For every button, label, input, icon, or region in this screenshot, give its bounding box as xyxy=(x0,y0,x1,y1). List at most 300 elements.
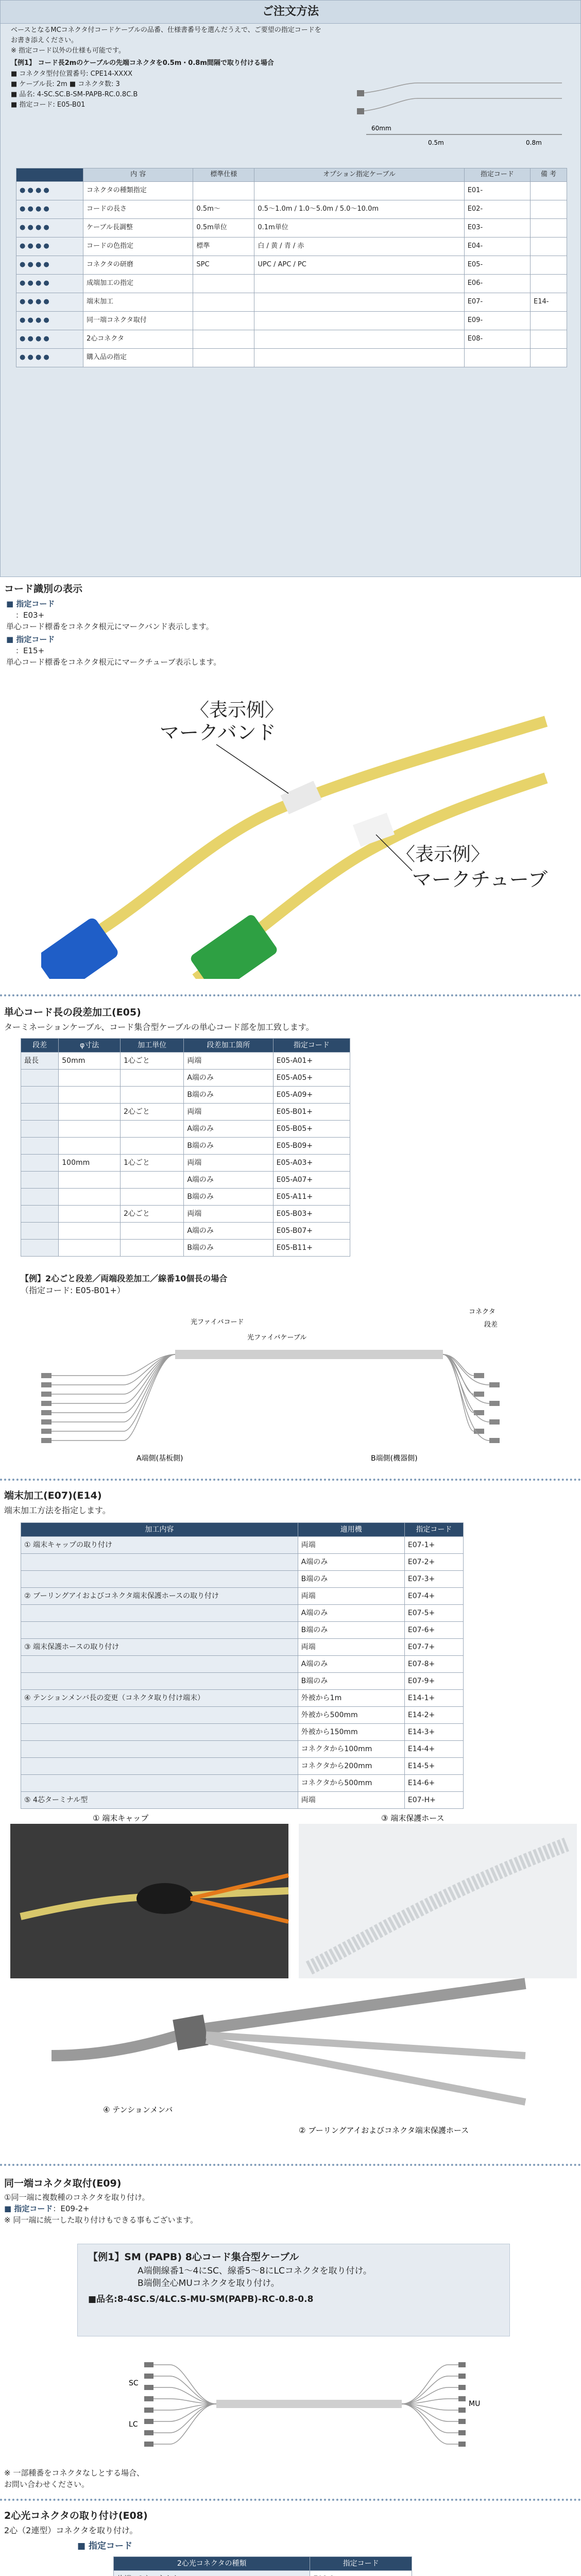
header-matrix xyxy=(16,168,83,182)
e05-example xyxy=(21,1273,227,1296)
connector xyxy=(144,2396,153,2401)
cord-photo xyxy=(41,690,556,979)
table-cell: A端のみ xyxy=(184,1121,273,1138)
photo-label: マークバンド xyxy=(160,721,276,744)
table-cell xyxy=(310,2571,412,2576)
table-row xyxy=(21,1656,464,1673)
table-header: 2心光コネクタの種類 xyxy=(114,2557,310,2571)
table-row xyxy=(16,200,567,218)
table-cell: 両端 xyxy=(298,1588,404,1605)
matrix-cell: ● ● ● ● xyxy=(16,200,83,218)
table-cell: E07-2+ xyxy=(404,1554,463,1571)
table-cell xyxy=(21,1189,59,1206)
cable-body xyxy=(175,1350,443,1359)
e05-desc: ターミネーションケーブル、コード集合型ケーブルの単心コード部を加工致します。 xyxy=(4,1022,314,1032)
e05-heading: 単心コード長の段差加工(E05) xyxy=(4,1007,141,1018)
table-cell: コネクタから100mm xyxy=(298,1741,404,1758)
table-cell: 外被から150mm xyxy=(298,1724,404,1741)
table-cell: 0.1m単位 xyxy=(254,218,464,237)
table-cell xyxy=(21,1758,298,1775)
connector xyxy=(41,1429,52,1434)
connector xyxy=(41,1410,52,1415)
connector xyxy=(41,1419,52,1425)
table-row xyxy=(21,1775,464,1792)
code2-value: ：E15+ xyxy=(15,646,45,655)
note-line: ■ ケーブル長: 2m ■ コネクタ数: 3 xyxy=(11,80,120,88)
table-cell: 2心コネクタ xyxy=(83,330,193,348)
e07-table xyxy=(21,1522,464,1809)
table-row xyxy=(16,237,567,256)
table-cell xyxy=(21,1605,298,1622)
table-header: 段差加工箇所 xyxy=(184,1039,273,1053)
fiber-b xyxy=(443,1354,474,1431)
table-row xyxy=(16,348,567,367)
diagram-label: 段差 xyxy=(484,1321,498,1329)
note-line: ■ コネクタ型付位置番号: CPE14-XXXX xyxy=(11,70,133,78)
cord-display-heading: コード識別の表示 xyxy=(4,583,83,595)
table-cell: E07-3+ xyxy=(404,1571,463,1588)
table-cell xyxy=(59,1087,121,1104)
connector xyxy=(144,2408,153,2413)
table-cell: ④ テンションメンバ長の変更（コネクタ取り付け端末） xyxy=(21,1690,298,1707)
table-cell xyxy=(21,1172,59,1189)
table-row xyxy=(21,1639,464,1656)
table-cell xyxy=(59,1223,121,1240)
table-cell: 2心ごと xyxy=(121,1206,184,1223)
table-cell: コネクタの種類指定 xyxy=(83,181,193,200)
table-cell xyxy=(21,1223,59,1240)
dim-label: 0.5m xyxy=(428,139,444,146)
example-line: B端側全心MUコネクタを取り付け。 xyxy=(138,2278,280,2289)
table-cell xyxy=(21,1775,298,1792)
table-row xyxy=(21,1673,464,1690)
table-cell: E05-A01+ xyxy=(273,1053,350,1070)
connector xyxy=(458,2430,466,2435)
table-cell: ③ 端末保護ホースの取り付け xyxy=(21,1639,298,1656)
e09-example-box xyxy=(77,2244,510,2336)
e07-heading: 端末加工(E07)(E14) xyxy=(4,1490,102,1501)
table-cell xyxy=(21,1240,59,1257)
table-cell: E14-2+ xyxy=(404,1707,463,1724)
code1-block xyxy=(6,599,221,668)
table-cell xyxy=(59,1240,121,1257)
table-cell: コネクタの研磨 xyxy=(83,256,193,274)
connector xyxy=(489,1438,500,1443)
table-cell: 両端 xyxy=(184,1053,273,1070)
table-header: 指定コード xyxy=(464,168,530,182)
connector xyxy=(458,2362,466,2367)
table-cell: 外被から1m xyxy=(298,1690,404,1707)
table-cell xyxy=(254,330,464,348)
table-row xyxy=(16,218,567,237)
e09-diagram xyxy=(124,2349,494,2458)
table-cell: A端のみ xyxy=(184,1223,273,1240)
table-cell xyxy=(114,2571,310,2576)
table-cell xyxy=(121,1240,184,1257)
connector xyxy=(458,2408,466,2413)
table-cell: A端のみ xyxy=(184,1172,273,1189)
table-header: φ寸法 xyxy=(59,1039,121,1053)
table-row xyxy=(21,1104,350,1121)
table-row xyxy=(16,256,567,274)
table-row xyxy=(21,1690,464,1707)
table-cell xyxy=(59,1121,121,1138)
table-cell: コードの長さ xyxy=(83,200,193,218)
table-cell: E14-5+ xyxy=(404,1758,463,1775)
matrix-cell: ● ● ● ● xyxy=(16,218,83,237)
table-cell xyxy=(531,237,567,256)
table-cell xyxy=(21,1121,59,1138)
table-cell: 同一端コネクタ取付 xyxy=(83,311,193,330)
table-cell xyxy=(193,181,254,200)
connector xyxy=(458,2419,466,2424)
connector xyxy=(41,1382,52,1387)
table-header: 指定コード xyxy=(273,1039,350,1053)
table-cell: E06- xyxy=(464,274,530,293)
table-header: 指定コード xyxy=(310,2557,412,2571)
table-cell: E07-4+ xyxy=(404,1588,463,1605)
table-cell: 両端 xyxy=(298,1537,404,1554)
table-cell: E05- xyxy=(464,256,530,274)
table-row xyxy=(21,1605,464,1622)
diagram-label: A端側(基板側) xyxy=(136,1454,183,1463)
example-title: 【例1】SM (PAPB) 8心コード集合型ケーブル xyxy=(88,2251,299,2263)
table-cell: 0.5m〜 xyxy=(193,200,254,218)
fiber-a xyxy=(52,1354,175,1376)
e08-table xyxy=(113,2556,412,2576)
e09-footer xyxy=(4,2468,144,2490)
table-row xyxy=(16,293,567,311)
table-cell xyxy=(193,348,254,367)
table-header: 適用機 xyxy=(298,1523,404,1537)
note-line: 【例1】 コード長2mのケーブルの先端コネクタを0.5m・0.8m間隔で取り付ける場合 xyxy=(11,59,274,67)
e08-code-label: ■ 指定コード xyxy=(77,2541,132,2551)
code1-value: ：E03+ xyxy=(15,610,45,620)
dim-label: 60mm xyxy=(371,125,391,132)
table-header: 指定コード xyxy=(404,1523,463,1537)
diagram-label: コネクタ xyxy=(469,1308,495,1316)
table-cell: B端のみ xyxy=(298,1673,404,1690)
e07-desc: 端末加工方法を指定します。 xyxy=(4,1505,111,1515)
connector xyxy=(474,1429,484,1434)
table-cell: E07-5+ xyxy=(404,1605,463,1622)
table-cell: E07-8+ xyxy=(404,1656,463,1673)
connector xyxy=(458,2396,466,2401)
order-cable-diagram xyxy=(356,62,567,155)
table-cell xyxy=(21,1571,298,1588)
table-row xyxy=(21,1622,464,1639)
table-row xyxy=(21,1138,350,1155)
table-cell xyxy=(59,1206,121,1223)
table-cell xyxy=(254,348,464,367)
table-row xyxy=(21,1240,350,1257)
connector xyxy=(144,2385,153,2390)
table-cell xyxy=(21,1155,59,1172)
table-cell xyxy=(21,1087,59,1104)
table-row xyxy=(114,2571,412,2576)
table-cell: 両端 xyxy=(184,1104,273,1121)
table-row xyxy=(21,1070,350,1087)
table-cell: 100mm xyxy=(59,1155,121,1172)
matrix-cell: ● ● ● ● xyxy=(16,311,83,330)
table-cell xyxy=(59,1070,121,1087)
table-header: 加工単位 xyxy=(121,1039,184,1053)
table-row xyxy=(21,1724,464,1741)
footer-line: ※ 一部種番をコネクタなしとする場合、 xyxy=(4,2468,145,2478)
table-cell: E05-B09+ xyxy=(273,1138,350,1155)
table-cell: E05-B11+ xyxy=(273,1240,350,1257)
matrix-cell: ● ● ● ● xyxy=(16,256,83,274)
table-cell: E04- xyxy=(464,237,530,256)
table-cell: A端のみ xyxy=(298,1554,404,1571)
e09-heading: 同一端コネクタ取付(E09) xyxy=(4,2178,122,2189)
matrix-cell: ● ● ● ● xyxy=(16,293,83,311)
table-cell xyxy=(193,274,254,293)
fiber-a xyxy=(52,1354,175,1385)
order-panel xyxy=(0,0,581,577)
table-cell: 1心ごと xyxy=(121,1053,184,1070)
table-cell xyxy=(21,1741,298,1758)
table-cell xyxy=(531,348,567,367)
e05-table xyxy=(21,1038,350,1257)
table-cell: 50mm xyxy=(59,1053,121,1070)
table-header: 段差 xyxy=(21,1039,59,1053)
table-cell xyxy=(121,1087,184,1104)
table-cell: B端のみ xyxy=(184,1138,273,1155)
table-row xyxy=(21,1588,464,1605)
table-cell: E05-A03+ xyxy=(273,1155,350,1172)
connector xyxy=(474,1373,484,1378)
table-cell xyxy=(59,1172,121,1189)
note-line: ■ 指定コード: E05-B01 xyxy=(11,100,86,109)
e05-diagram xyxy=(21,1303,556,1468)
table-cell: 成端加工の指定 xyxy=(83,274,193,293)
table-cell: コネクタから200mm xyxy=(298,1758,404,1775)
fiber-a xyxy=(52,1354,175,1413)
table-cell: 1心ごと xyxy=(121,1155,184,1172)
diagram-label: LC xyxy=(129,2420,138,2429)
table-row xyxy=(21,1741,464,1758)
connector xyxy=(144,2442,153,2447)
table-row xyxy=(21,1087,350,1104)
table-cell xyxy=(121,1172,184,1189)
matrix-cell: ● ● ● ● xyxy=(16,348,83,367)
table-cell: SPC xyxy=(193,256,254,274)
matrix-cell: ● ● ● ● xyxy=(16,274,83,293)
table-cell: E14-6+ xyxy=(404,1775,463,1792)
e08-desc: 2心（2連型）コネクタを取り付け。 xyxy=(4,2526,138,2535)
table-row xyxy=(21,1758,464,1775)
divider xyxy=(0,2164,581,2166)
table-cell: 購入品の指定 xyxy=(83,348,193,367)
table-cell: B端のみ xyxy=(184,1087,273,1104)
table-cell xyxy=(21,1656,298,1673)
table-cell xyxy=(531,330,567,348)
table-cell xyxy=(21,1138,59,1155)
table-row xyxy=(16,181,567,200)
table-header: 備 考 xyxy=(531,168,567,182)
note-line: ■ 品名: 4-SC.SC.B-SM-PAPB-RC.0.8C.B xyxy=(11,90,138,98)
table-cell xyxy=(121,1189,184,1206)
diagram-label: 光ファイバケーブル xyxy=(247,1334,307,1342)
connector xyxy=(144,2362,153,2367)
example-sub: （指定コード: E05-B01+） xyxy=(21,1285,125,1296)
table-cell: B端のみ xyxy=(298,1622,404,1639)
table-cell: 0.5〜1.0m / 1.0〜5.0m / 5.0〜10.0m xyxy=(254,200,464,218)
table-cell: 両端 xyxy=(184,1206,273,1223)
table-cell xyxy=(21,1070,59,1087)
table-cell: E05-A11+ xyxy=(273,1189,350,1206)
table-cell: E01- xyxy=(464,181,530,200)
table-cell xyxy=(531,218,567,237)
divider xyxy=(0,994,581,996)
table-cell xyxy=(254,274,464,293)
table-cell: 白 / 黄 / 青 / 赤 xyxy=(254,237,464,256)
table-row xyxy=(21,1206,350,1223)
table-cell: E02- xyxy=(464,200,530,218)
matrix-cell: ● ● ● ● xyxy=(16,237,83,256)
connector xyxy=(41,1401,52,1406)
table-row xyxy=(16,330,567,348)
table-cell xyxy=(254,293,464,311)
connector xyxy=(144,2374,153,2379)
table-cell xyxy=(21,1622,298,1639)
photo-label: 〈表示例〉 xyxy=(191,700,284,721)
table-cell: E05-B03+ xyxy=(273,1206,350,1223)
footer-line: お問い合わせください。 xyxy=(4,2479,90,2489)
fiber-a xyxy=(52,1354,175,1440)
table-cell: A端のみ xyxy=(184,1070,273,1087)
example-line: A端側線番1〜4にSC、線番5〜8にLCコネクタを取り付け。 xyxy=(138,2265,372,2276)
table-cell: ② ブーリングアイおよびコネクタ端末保護ホースの取り付け xyxy=(21,1588,298,1605)
table-cell: コードの色指定 xyxy=(83,237,193,256)
fiber-a xyxy=(52,1354,175,1394)
connector xyxy=(474,1392,484,1397)
table-cell: 両端 xyxy=(298,1792,404,1809)
photo-label: 〈表示例〉 xyxy=(397,844,490,865)
table-cell: E08- xyxy=(464,330,530,348)
table-cell: 標準 xyxy=(193,237,254,256)
connector xyxy=(458,2385,466,2390)
example-name: ■品名:8-4SC.S/4LC.S-MU-SM(PAPB)-RC-0.8-0.8 xyxy=(88,2294,314,2304)
diagram-label: B端側(機器側) xyxy=(371,1454,418,1463)
table-cell: B端のみ xyxy=(184,1240,273,1257)
table-cell: E07-1+ xyxy=(404,1537,463,1554)
table-cell: E07-6+ xyxy=(404,1622,463,1639)
table-cell: 両端 xyxy=(298,1639,404,1656)
code2-label: ■ 指定コード xyxy=(6,635,55,645)
connector xyxy=(489,1382,500,1387)
connector xyxy=(144,2419,153,2424)
table-row xyxy=(21,1189,350,1206)
fiber-a xyxy=(149,2404,216,2433)
table-header: 内 容 xyxy=(83,168,193,182)
table-row xyxy=(21,1571,464,1588)
table-cell: E05-A07+ xyxy=(273,1172,350,1189)
table-cell: E09- xyxy=(464,311,530,330)
table-cell: E05-B07+ xyxy=(273,1223,350,1240)
cable-body xyxy=(216,2400,402,2408)
photo-label: ④ テンションメンバ xyxy=(103,2105,173,2114)
connector xyxy=(458,2374,466,2379)
table-cell: B端のみ xyxy=(298,1571,404,1588)
table-cell: E14-4+ xyxy=(404,1741,463,1758)
table-cell xyxy=(21,1554,298,1571)
table-cell: E14-1+ xyxy=(404,1690,463,1707)
connector xyxy=(489,1401,500,1406)
table-row xyxy=(16,311,567,330)
divider xyxy=(0,2499,581,2501)
table-cell: E07- xyxy=(464,293,530,311)
matrix-cell: ● ● ● ● xyxy=(16,181,83,200)
table-cell: コネクタから500mm xyxy=(298,1775,404,1792)
table-cell xyxy=(193,330,254,348)
code-label: ■ 指定コード xyxy=(4,2204,53,2213)
table-cell xyxy=(21,1707,298,1724)
note-line: お書き添えください。 xyxy=(11,37,78,45)
table-cell: ⑤ 4芯ターミナル型 xyxy=(21,1792,298,1809)
order-notes xyxy=(11,25,340,110)
matrix-cell: ● ● ● ● xyxy=(16,330,83,348)
table-cell: 2心ごと xyxy=(121,1104,184,1121)
table-cell xyxy=(531,181,567,200)
table-cell: 最長 xyxy=(21,1053,59,1070)
order-option-table xyxy=(16,168,567,367)
table-cell xyxy=(254,181,464,200)
table-cell xyxy=(21,1206,59,1223)
table-cell xyxy=(254,311,464,330)
table-cell: E05-B05+ xyxy=(273,1121,350,1138)
photo-label: ① 端末キャップ xyxy=(93,1814,149,1823)
table-row xyxy=(21,1537,464,1554)
photo-label: ③ 端末保護ホース xyxy=(381,1814,445,1823)
table-cell xyxy=(21,1104,59,1121)
table-cell xyxy=(193,293,254,311)
table-cell: E03- xyxy=(464,218,530,237)
table-row xyxy=(21,1223,350,1240)
fiber-b xyxy=(402,2365,458,2404)
diagram-label: SC xyxy=(129,2379,139,2387)
table-cell xyxy=(531,200,567,218)
e09-block xyxy=(4,2192,198,2226)
table-cell: 0.5m単位 xyxy=(193,218,254,237)
diagram-label: MU xyxy=(469,2400,481,2408)
table-row xyxy=(21,1707,464,1724)
table-header: 加工内容 xyxy=(21,1523,298,1537)
table-cell: E14- xyxy=(531,293,567,311)
table-row xyxy=(21,1792,464,1809)
fiber-a xyxy=(149,2365,216,2404)
e07-photos xyxy=(10,1814,577,2143)
connector xyxy=(458,2442,466,2447)
table-cell: ① 端末キャップの取り付け xyxy=(21,1537,298,1554)
table-cell xyxy=(59,1104,121,1121)
table-cell: E05-A09+ xyxy=(273,1087,350,1104)
table-cell: E07-H+ xyxy=(404,1792,463,1809)
code1-label: ■ 指定コード xyxy=(6,599,55,608)
example-title: 【例】2心ごと段差／両端段差加工／線番10個長の場合 xyxy=(21,1274,228,1283)
table-cell xyxy=(21,1673,298,1690)
table-header: 標準仕様 xyxy=(193,168,254,182)
dim-label: 0.8m xyxy=(526,139,542,146)
photo-label: マークチューブ xyxy=(412,868,548,891)
connector xyxy=(41,1373,52,1378)
table-row xyxy=(21,1155,350,1172)
code-value: ：E09-2+ xyxy=(53,2204,90,2213)
table-cell: A端のみ xyxy=(298,1605,404,1622)
code1-desc: 単心コード標番をコネクタ根元にマークバンド表示します。 xyxy=(6,621,214,631)
photo-label: ② ブーリングアイおよびコネクタ端末保護ホース xyxy=(299,2126,469,2135)
